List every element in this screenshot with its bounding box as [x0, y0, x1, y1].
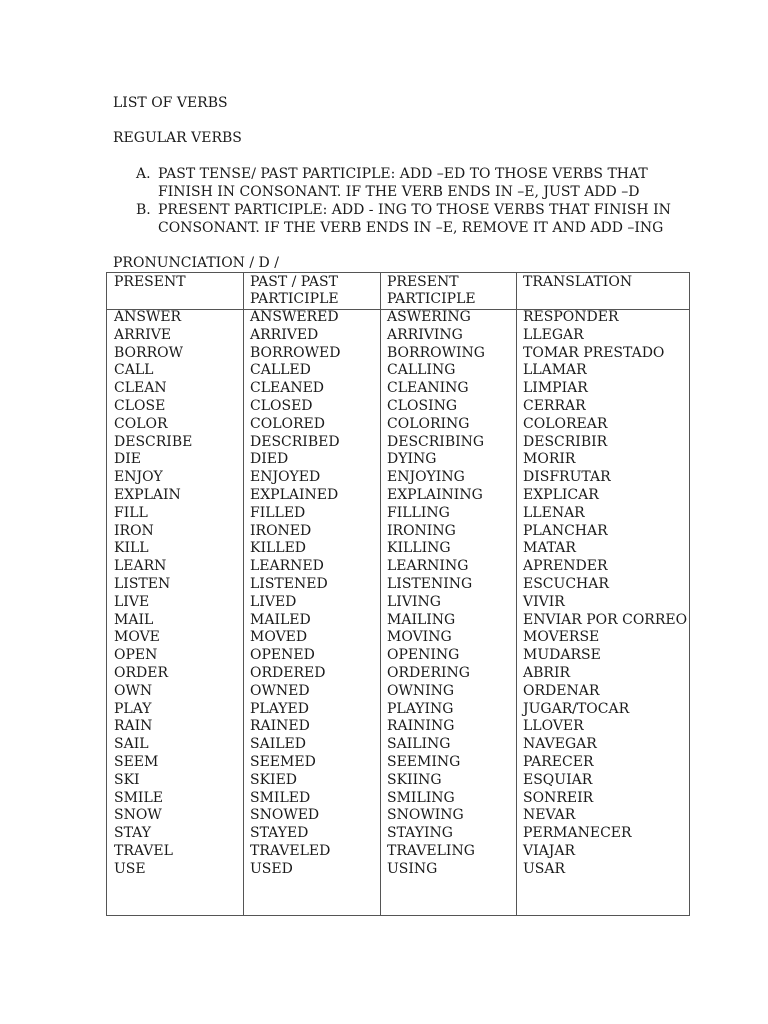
column-present [114, 309, 192, 879]
present-cell: ARRIVE [114, 326, 172, 343]
header-present-participle: PRESENT PARTICIPLE [387, 274, 476, 307]
present-participle-cell: SKIING [387, 771, 442, 788]
translation-cell: LLOVER [523, 718, 584, 735]
present-cell: OWN [114, 682, 153, 699]
past-participle-cell: ENJOYED [250, 469, 321, 486]
rule-b-line-2: CONSONANT. IF THE VERB ENDS IN –E, REMOVE IT AND ADD –ING [158, 220, 664, 236]
translation-cell: LLEGAR [523, 326, 584, 343]
present-cell: ANSWER [114, 309, 182, 325]
present-participle-cell: MOVING [387, 629, 452, 646]
present-cell: COLOR [114, 415, 168, 432]
pronunciation-label: PRONUNCIATION / D / [113, 255, 279, 271]
translation-cell: VIAJAR [523, 842, 576, 859]
past-participle-cell: OPENED [250, 647, 315, 664]
column-divider [516, 273, 517, 915]
present-participle-cell: EXPLAINING [387, 486, 483, 503]
translation-cell: DISFRUTAR [523, 469, 611, 486]
translation-cell: COLOREAR [523, 415, 608, 432]
present-participle-cell: KILLING [387, 540, 451, 557]
present-cell: DIE [114, 451, 141, 468]
present-participle-cell: SAILING [387, 736, 451, 753]
column-divider [243, 273, 244, 915]
translation-cell: NEVAR [523, 807, 576, 824]
past-participle-cell: CALLED [250, 362, 311, 379]
translation-cell: MORIR [523, 451, 576, 468]
present-participle-cell: STAYING [387, 825, 453, 842]
translation-cell: ABRIR [523, 664, 571, 681]
section-heading: REGULAR VERBS [113, 130, 242, 146]
present-cell: LISTEN [114, 575, 171, 592]
translation-cell: ENVIAR POR CORREO [523, 611, 688, 628]
present-cell: CLOSE [114, 397, 166, 414]
present-participle-cell: DYING [387, 451, 437, 468]
translation-cell: ORDENAR [523, 682, 600, 699]
translation-cell: DESCRIBIR [523, 433, 608, 450]
present-participle-cell: LEARNING [387, 558, 469, 575]
present-cell: STAY [114, 825, 151, 842]
present-participle-cell: RAINING [387, 718, 455, 735]
verb-table [106, 272, 690, 916]
past-participle-cell: KILLED [250, 540, 307, 557]
past-participle-cell: PLAYED [250, 700, 309, 717]
present-participle-cell: SMILING [387, 789, 455, 806]
rule-a-line-1: PAST TENSE/ PAST PARTICIPLE: ADD –ED TO THOSE VERBS THAT [158, 166, 648, 182]
past-participle-cell: OWNED [250, 682, 310, 699]
present-participle-cell: OPENING [387, 647, 460, 664]
past-participle-cell: CLEANED [250, 380, 325, 397]
present-cell: MAIL [114, 611, 154, 628]
present-participle-cell: LIVING [387, 593, 441, 610]
present-participle-cell: ASWERING [387, 309, 471, 325]
present-participle-cell: IRONING [387, 522, 456, 539]
past-participle-cell: ORDERED [250, 664, 326, 681]
translation-cell: SONREIR [523, 789, 594, 806]
translation-cell: NAVEGAR [523, 736, 597, 753]
present-cell: PLAY [114, 700, 152, 717]
present-cell: EXPLAIN [114, 486, 181, 503]
present-participle-cell: CLOSING [387, 397, 458, 414]
present-participle-cell: COLORING [387, 415, 470, 432]
present-cell: MOVE [114, 629, 160, 646]
past-participle-cell: USED [250, 860, 293, 877]
past-participle-cell: BORROWED [250, 344, 341, 361]
present-participle-cell: CALLING [387, 362, 456, 379]
present-cell: ORDER [114, 664, 169, 681]
translation-cell: VIVIR [523, 593, 565, 610]
present-cell: OPEN [114, 647, 158, 664]
translation-cell: JUGAR/TOCAR [523, 700, 630, 717]
translation-cell: PERMANECER [523, 825, 632, 842]
present-participle-cell: ARRIVING [387, 326, 463, 343]
translation-cell: ESQUIAR [523, 771, 593, 788]
past-participle-cell: STAYED [250, 825, 309, 842]
past-participle-cell: ANSWERED [250, 309, 339, 325]
column-past-participle [250, 309, 340, 879]
present-participle-cell: OWNING [387, 682, 455, 699]
present-cell: USE [114, 860, 146, 877]
rule-a-letter: A. [136, 166, 151, 182]
column-present-participle [387, 309, 485, 879]
past-participle-cell: LISTENED [250, 575, 328, 592]
rule-b-line-1: PRESENT PARTICIPLE: ADD - ING TO THOSE VERBS THAT FINISH IN [158, 202, 671, 218]
present-participle-cell: MAILING [387, 611, 456, 628]
translation-cell: MATAR [523, 540, 576, 557]
past-participle-cell: SNOWED [250, 807, 320, 824]
present-participle-cell: PLAYING [387, 700, 454, 717]
present-cell: SAIL [114, 736, 149, 753]
present-cell: IRON [114, 522, 154, 539]
translation-cell: USAR [523, 860, 566, 877]
translation-cell: LIMPIAR [523, 380, 588, 397]
present-participle-cell: LISTENING [387, 575, 473, 592]
translation-cell: MOVERSE [523, 629, 600, 646]
past-participle-cell: SEEMED [250, 753, 316, 770]
present-cell: RAIN [114, 718, 153, 735]
past-participle-cell: TRAVELED [250, 842, 331, 859]
column-divider [380, 273, 381, 915]
translation-cell: LLENAR [523, 504, 585, 521]
present-participle-cell: SEEMING [387, 753, 461, 770]
present-cell: KILL [114, 540, 149, 557]
present-participle-cell: USING [387, 860, 438, 877]
past-participle-cell: DIED [250, 451, 289, 468]
present-participle-cell: ORDERING [387, 664, 470, 681]
present-participle-cell: DESCRIBING [387, 433, 485, 450]
document-title: LIST OF VERBS [113, 95, 228, 111]
translation-cell: CERRAR [523, 397, 586, 414]
present-cell: ENJOY [114, 469, 163, 486]
translation-cell: RESPONDER [523, 309, 619, 325]
header-translation: TRANSLATION [523, 274, 633, 290]
past-participle-cell: DESCRIBED [250, 433, 340, 450]
past-participle-cell: LEARNED [250, 558, 324, 575]
translation-cell: TOMAR PRESTADO [523, 344, 665, 361]
present-participle-cell: TRAVELING [387, 842, 475, 859]
translation-cell: LLAMAR [523, 362, 587, 379]
present-participle-cell: CLEANING [387, 380, 469, 397]
past-participle-cell: SAILED [250, 736, 306, 753]
present-participle-cell: ENJOYING [387, 469, 465, 486]
rule-a [0, 165, 768, 201]
present-cell: LEARN [114, 558, 167, 575]
column-translation [523, 309, 687, 879]
past-participle-cell: SKIED [250, 771, 298, 788]
past-participle-cell: ARRIVED [250, 326, 319, 343]
present-cell: DESCRIBE [114, 433, 193, 450]
past-participle-cell: FILLED [250, 504, 306, 521]
present-cell: SMILE [114, 789, 163, 806]
past-participle-cell: MAILED [250, 611, 311, 628]
present-cell: TRAVEL [114, 842, 173, 859]
translation-cell: PLANCHAR [523, 522, 608, 539]
past-participle-cell: SMILED [250, 789, 311, 806]
translation-cell: PARECER [523, 753, 594, 770]
present-cell: SKI [114, 771, 140, 788]
rule-a-line-2: FINISH IN CONSONANT. IF THE VERB ENDS IN –E, JUST ADD –D [158, 184, 640, 200]
present-cell: SNOW [114, 807, 162, 824]
present-cell: SEEM [114, 753, 159, 770]
present-participle-cell: BORROWING [387, 344, 485, 361]
present-cell: LIVE [114, 593, 150, 610]
rule-b-letter: B. [136, 202, 151, 218]
present-cell: FILL [114, 504, 148, 521]
present-cell: CALL [114, 362, 154, 379]
rule-b [0, 201, 768, 237]
present-cell: BORROW [114, 344, 183, 361]
present-participle-cell: FILLING [387, 504, 450, 521]
header-past-participle: PAST / PAST PARTICIPLE [250, 274, 339, 307]
past-participle-cell: EXPLAINED [250, 486, 339, 503]
past-participle-cell: IRONED [250, 522, 312, 539]
past-participle-cell: CLOSED [250, 397, 313, 414]
past-participle-cell: MOVED [250, 629, 308, 646]
present-participle-cell: SNOWING [387, 807, 464, 824]
present-cell: CLEAN [114, 380, 167, 397]
translation-cell: EXPLICAR [523, 486, 599, 503]
past-participle-cell: RAINED [250, 718, 310, 735]
past-participle-cell: LIVED [250, 593, 297, 610]
past-participle-cell: COLORED [250, 415, 325, 432]
header-present: PRESENT [114, 274, 186, 290]
translation-cell: APRENDER [523, 558, 608, 575]
translation-cell: MUDARSE [523, 647, 601, 664]
translation-cell: ESCUCHAR [523, 575, 609, 592]
